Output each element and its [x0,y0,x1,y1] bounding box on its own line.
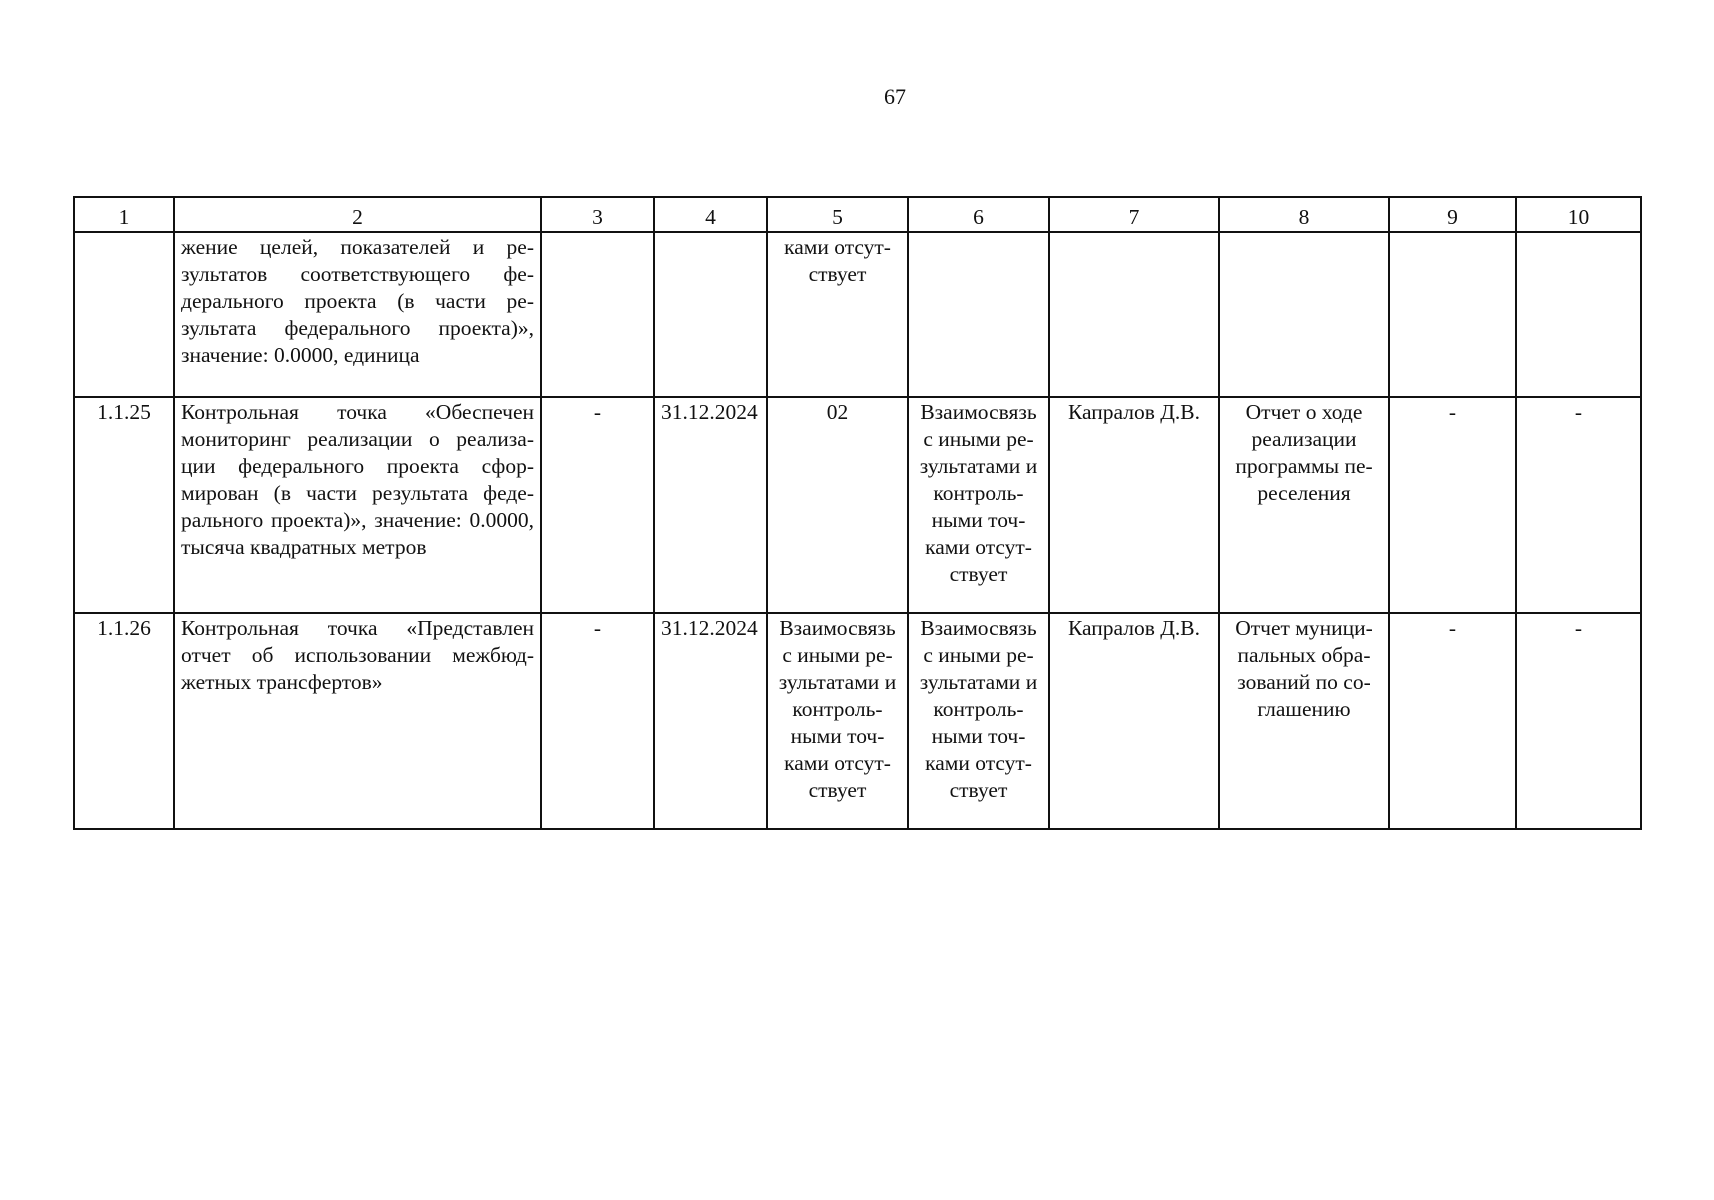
table-cell: - [1389,397,1516,613]
table-row [74,232,1641,397]
column-header: 5 [767,197,908,232]
description-cell: Контрольная точка «Представлен отчет об использовании межбюд-жетных трансфертов» [174,613,541,829]
responsible-cell: Капралов Д.В. [1049,613,1219,829]
header-row [74,197,1641,232]
document-cell: Отчет муници-пальных обра-зований по со-глашению [1219,613,1389,829]
table-cell: - [1389,613,1516,829]
date-cell: 31.12.2024 [654,613,767,829]
table-cell: - [1516,397,1641,613]
description-cell: Контрольная точка «Обеспечен мониторинг реализации о реализа-ции федерального проекта сфор-мирован (в части результата феде-рального проекта)», значение: 0.0000, тысяча квадратных метров [174,397,541,613]
responsible-cell [1049,232,1219,397]
table-cell [1389,232,1516,397]
table-cell: - [541,397,654,613]
table-cell: Взаимосвязь с иными ре-зультатами и контроль-ными точ-ками отсут-ствует [908,397,1049,613]
column-header: 1 [74,197,174,232]
table-cell [908,232,1049,397]
table-cell [541,232,654,397]
column-header: 6 [908,197,1049,232]
table-cell: - [541,613,654,829]
date-cell [654,232,767,397]
column-header: 8 [1219,197,1389,232]
column-header: 9 [1389,197,1516,232]
document-cell: Отчет о ходе реализации программы пе-реселения [1219,397,1389,613]
responsible-cell: Капралов Д.В. [1049,397,1219,613]
table-cell: 02 [767,397,908,613]
table-cell [1516,232,1641,397]
table-cell: Взаимосвязь с иными ре-зультатами и контроль-ными точ-ками отсут-ствует [767,613,908,829]
schedule-table [73,196,1642,830]
table-cell: Взаимосвязь с иными ре-зультатами и контроль-ными точ-ками отсут-ствует [908,613,1049,829]
column-header: 10 [1516,197,1641,232]
table-row [74,397,1641,613]
row-number-cell: 1.1.26 [74,613,174,829]
row-number-cell [74,232,174,397]
column-header: 4 [654,197,767,232]
date-cell: 31.12.2024 [654,397,767,613]
description-cell: жение целей, показателей и ре-зультатов соответствующего фе-дерального проекта (в части ре-зультата федерального проекта)», значение: 0.0000, единица [174,232,541,397]
table-cell: ками отсут-ствует [767,232,908,397]
column-header: 7 [1049,197,1219,232]
column-header: 2 [174,197,541,232]
row-number-cell: 1.1.25 [74,397,174,613]
page-number: 67 [884,84,906,109]
column-header: 3 [541,197,654,232]
document-cell [1219,232,1389,397]
table-row [74,613,1641,829]
table-cell: - [1516,613,1641,829]
